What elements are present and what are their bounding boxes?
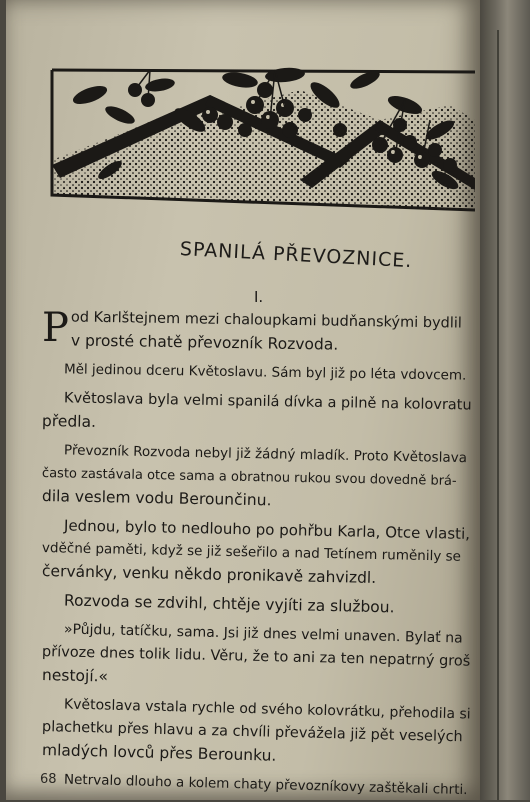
text-line: červánky, venku někdo pronikavě zahvizdl.: [41, 562, 377, 587]
text-line: často zastávala otce sama a obratnou rukou svou dovedně brá-: [41, 466, 457, 489]
text-line: Květoslava byla velmi spanilá dívka a pilně na kolovratu: [63, 390, 472, 414]
cherry-ornament-illustration: [50, 60, 475, 235]
paragraph: [42, 358, 472, 384]
text-line: Rozvoda se zdvihl, chtěje vyjíti za službou.: [63, 591, 395, 617]
text-line: Květoslava vstala rychle od svého kolovrátku, přehodila si: [63, 696, 471, 723]
text-line: dila veslem vodu Berounčinu.: [41, 487, 272, 510]
text-line: mladých lovců přes Berounku.: [41, 741, 277, 765]
paragraph: [41, 514, 472, 587]
text-line: vděčné paměti, když se již sešeřilo a nad Tetínem ruměnily se: [41, 540, 462, 565]
book-spine-line: [497, 30, 499, 800]
text-line: Převozník Rozvoda nebyl již žádný mladík. Proto Květoslava: [63, 442, 468, 467]
paragraph: [42, 439, 472, 508]
text-line: plachetku přes hlavu a za chvíli převážela již pět veselých: [41, 719, 463, 746]
text-line: přívoze dnes tolik lidu. Věru, že to ani za ten nepatrný groš: [41, 644, 471, 670]
text-line: Měl jedinou dceru Květoslavu. Sám byl již po léta vdovcem.: [63, 361, 467, 384]
text-line: Jednou, bylo to nedlouho po pohřbu Karla, Otce vlasti,: [63, 516, 471, 543]
text-line: nestojí.«: [41, 666, 109, 686]
body-text: [42, 306, 472, 797]
text-line: od Karlštejnem mezi chaloupkami budňanskými bydlil: [70, 309, 463, 332]
text-line: Netrvalo dlouho a kolem chaty převozníkovy zaštěkali chrti.: [63, 771, 468, 799]
paragraph: [42, 306, 472, 352]
page-number: 68: [40, 772, 57, 787]
paragraph: [41, 693, 472, 765]
paragraph: [42, 618, 472, 687]
paragraph: [42, 768, 472, 799]
text-line: předla.: [41, 412, 97, 431]
paragraph: [42, 589, 472, 617]
drop-cap: P: [42, 305, 69, 351]
paragraph: [42, 387, 472, 433]
text-line: »Půjdu, tatíčku, sama. Jsi již dnes velmi unaven. Bylať na: [63, 621, 463, 647]
chapter-number: I.: [254, 288, 264, 306]
text-line: v prosté chatě převozník Rozvoda.: [70, 331, 339, 354]
next-page-edge: [480, 0, 530, 800]
story-title: SPANILÁ PŘEVOZNICE.: [179, 238, 413, 273]
